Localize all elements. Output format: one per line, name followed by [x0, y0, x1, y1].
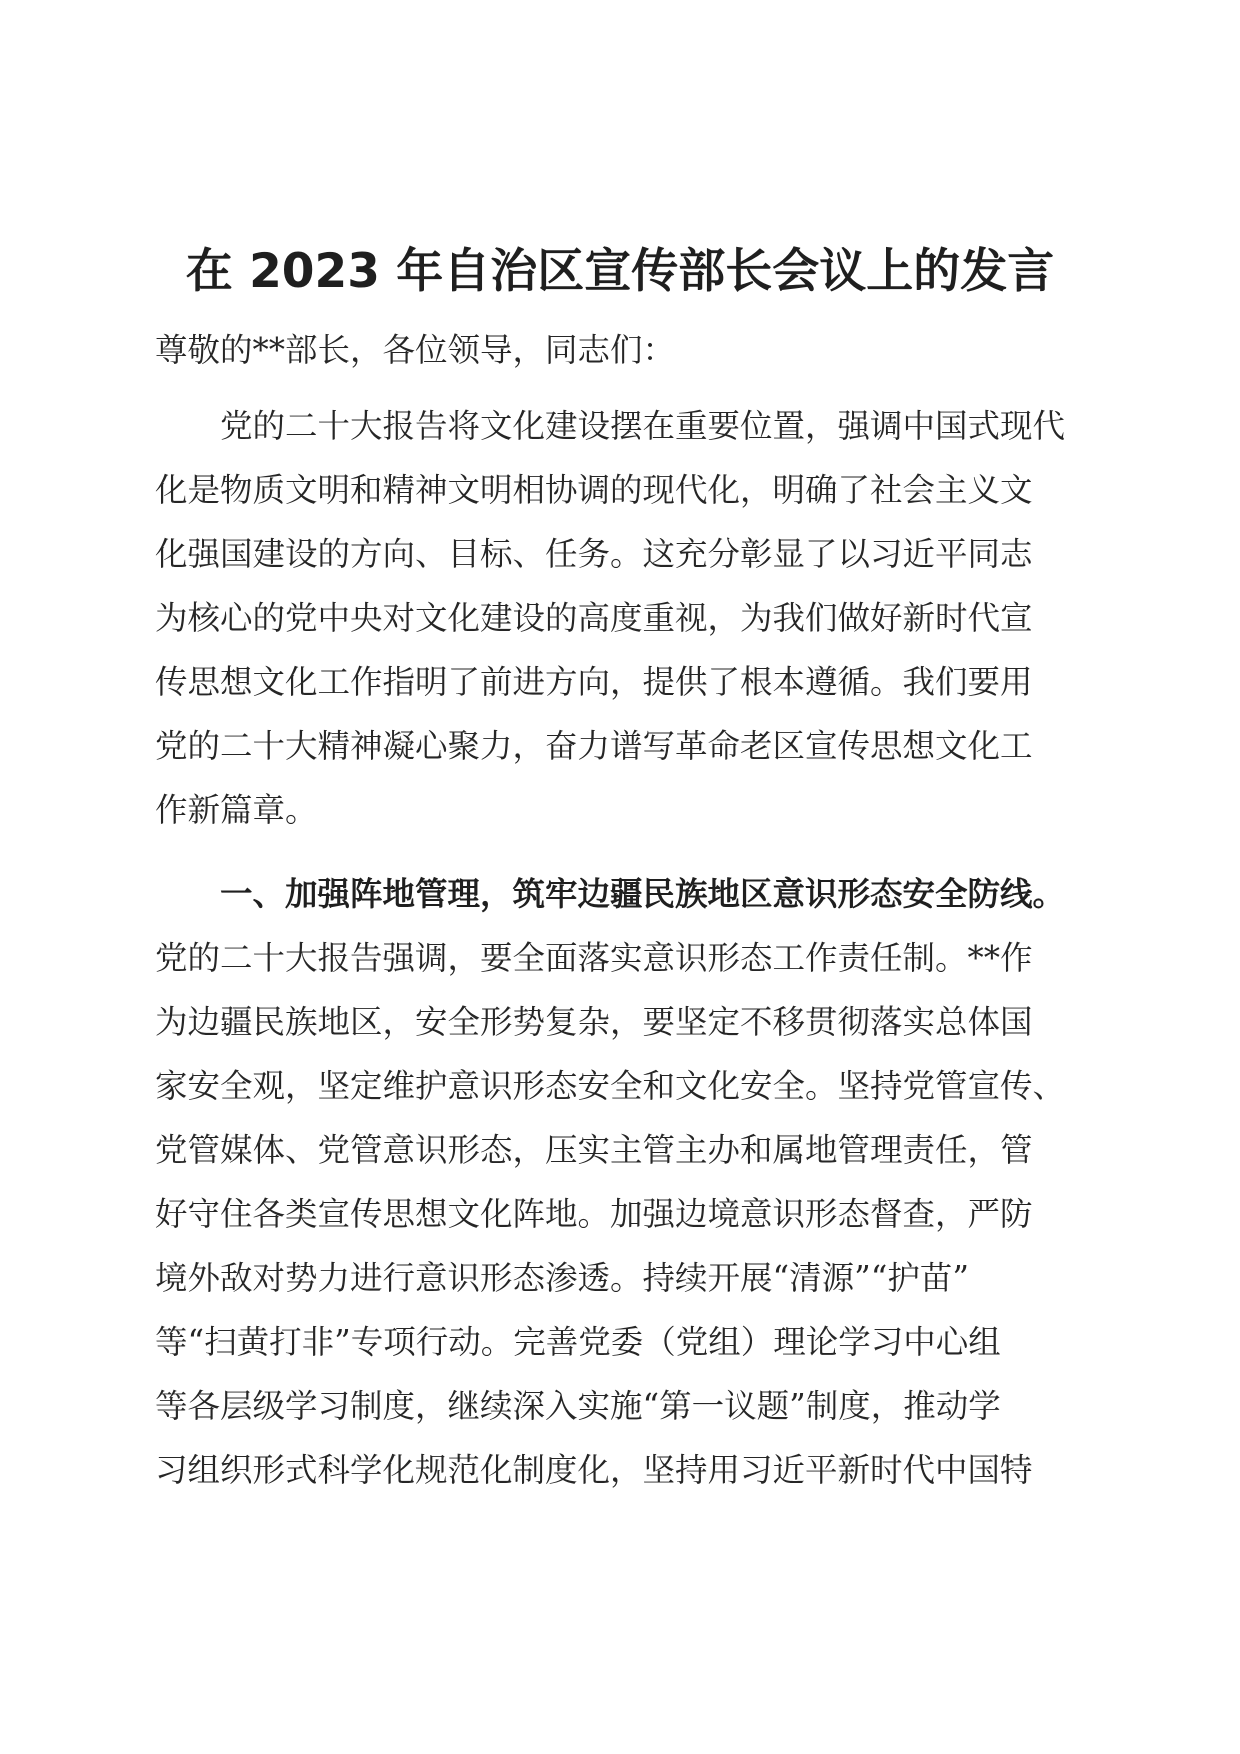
intro-paragraph [155, 394, 1085, 842]
section-1-line-2: 为边疆民族地区，安全形势复杂，要坚定不移贯彻落实总体国 [155, 1003, 1033, 1041]
intro-line-1: 党的二十大报告将文化建设摆在重要位置，强调中国式现代 [155, 407, 1066, 445]
section-1-line-6: 境外敌对势力进行意识形态渗透。持续开展“清源”“护苗” [155, 1259, 969, 1297]
intro-line-5: 传思想文化工作指明了前进方向，提供了根本遵循。我们要用 [155, 663, 1033, 701]
document-title: 在 2023 年自治区宣传部长会议上的发言 [185, 244, 1055, 299]
section-1-line-5: 好守住各类宣传思想文化阵地。加强边境意识形态督查，严防 [155, 1195, 1033, 1233]
section-1-line-8: 等各层级学习制度，继续深入实施“第一议题”制度，推动学 [155, 1387, 1001, 1425]
section-1-line-1: 党的二十大报告强调，要全面落实意识形态工作责任制。**作 [155, 939, 1033, 977]
section-1 [155, 862, 1085, 1502]
section-1-heading: 一、加强阵地管理，筑牢边疆民族地区意识形态安全防线。 [155, 875, 1066, 913]
section-1-line-9: 习组织形式科学化规范化制度化，坚持用习近平新时代中国特 [155, 1451, 1033, 1489]
salutation [155, 318, 1085, 382]
section-1-line-4: 党管媒体、党管意识形态，压实主管主办和属地管理责任，管 [155, 1131, 1033, 1169]
intro-line-2: 化是物质文明和精神文明相协调的现代化，明确了社会主义文 [155, 471, 1033, 509]
intro-line-4: 为核心的党中央对文化建设的高度重视，为我们做好新时代宣 [155, 599, 1033, 637]
section-1-line-3: 家安全观，坚定维护意识形态安全和文化安全。坚持党管宣传、 [155, 1067, 1066, 1105]
intro-line-7: 作新篇章。 [155, 791, 318, 829]
section-1-line-7: 等“扫黄打非”专项行动。完善党委（党组）理论学习中心组 [155, 1323, 1001, 1361]
intro-line-6: 党的二十大精神凝心聚力，奋力谱写革命老区宣传思想文化工 [155, 727, 1033, 765]
salutation-line: 尊敬的**部长，各位领导，同志们： [155, 331, 676, 369]
intro-line-3: 化强国建设的方向、目标、任务。这充分彰显了以习近平同志 [155, 535, 1033, 573]
